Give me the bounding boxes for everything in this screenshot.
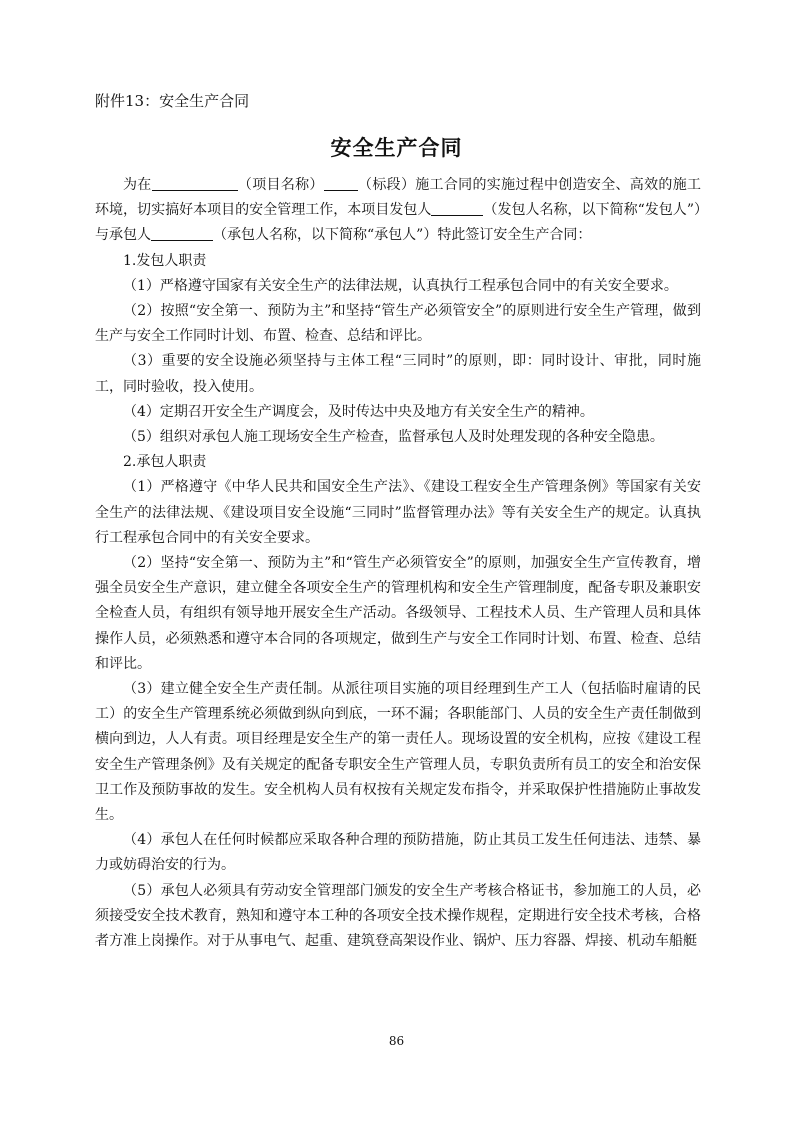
- section-heading-employer: 1.发包人职责: [123, 252, 207, 269]
- intro-text-3: （标段）施工合同的实施过程中创造安全、高效的施工环境，切实搞好本项目的安全管理工作，本项目发包人: [95, 177, 702, 219]
- intro-text-1: 为在: [123, 177, 152, 193]
- project-name-blank: [152, 175, 238, 191]
- employer-item-2: （2）按照“安全第一、预防为主”和坚持“管生产必须管安全”的原则进行安全生产管理，做到生产与安全工作同时计划、布置、检查、总结和评比。: [95, 303, 701, 345]
- attachment-label: 附件13：安全生产合同: [95, 92, 250, 110]
- intro-text-5: （承包人名称，以下简称“承包人”）特此签订安全生产合同：: [213, 227, 592, 244]
- intro-paragraph: [95, 173, 701, 249]
- employer-item-5: （5）组织对承包人施工现场安全生产检查，监督承包人及时处理发现的各种安全隐患。: [123, 429, 664, 446]
- page-number: 86: [388, 1034, 405, 1048]
- contractor-item-5: （5）承包人必须具有劳动安全管理部门颁发的安全生产考核合格证书，参加施工的人员，必须接受安全技术教育，熟知和遵守本工种的各项安全技术操作规程，定期进行安全技术考核，合格者方准上岗操作。对于从事电气、起重、建筑登高架设作业、锅炉、压力容器、焊接、机动车船艇: [95, 882, 701, 950]
- employer-item-3: （3）重要的安全设施必须坚持与主体工程“三同时”的原则，即：同时设计、审批，同时施工，同时验收，投入使用。: [95, 353, 701, 395]
- intro-text-4: （发包人名称，以下简称“发包人”）与承包人: [95, 202, 701, 244]
- contractor-name-blank: [151, 225, 213, 241]
- contractor-item-4: （4）承包人在任何时候都应采取各种合理的预防措施，防止其员工发生任何违法、违禁、暴力或妨碍治安的行为。: [95, 832, 701, 874]
- employer-item-1: （1）严格遵守国家有关安全生产的法律法规，认真执行工程承包合同中的有关安全要求。: [123, 277, 678, 294]
- employer-item-4: （4）定期召开安全生产调度会，及时传达中央及地方有关安全生产的精神。: [123, 403, 594, 420]
- contractor-item-2: （2）坚持“安全第一、预防为主”和“管生产必须管安全”的原则，加强安全生产宣传教育，增强全员安全生产意识，建立健全各项安全生产的管理机构和安全生产管理制度，配备专职及兼职安全检查人员，有组织有领导地开展安全生产活动。各级领导、工程技术人员、生产管理人员和具体操作人员，必须熟悉和遵守本合同的各项规定，做到生产与安全工作同时计划、布置、检查、总结和评比。: [95, 555, 701, 672]
- document-body: [95, 173, 701, 954]
- section-blank: [324, 175, 358, 191]
- employer-name-blank: [431, 200, 483, 216]
- intro-text-2: （项目名称）: [237, 177, 324, 193]
- document-title: 安全生产合同: [330, 136, 463, 160]
- section-heading-contractor: 2.承包人职责: [123, 454, 207, 471]
- contractor-item-3: （3）建立健全安全生产责任制。从派往项目实施的项目经理到生产工人（包括临时雇请的民工）的安全生产管理系统必须做到纵向到底，一环不漏；各职能部门、人员的安全生产责任制做到横向到边，人人有责。项目经理是安全生产的第一责任人。现场设置的安全机构，应按《建设工程安全生产管理条例》及有关规定的配备专职安全生产管理人员，专职负责所有员工的安全和治安保卫工作及预防事故的发生。安全机构人员有权按有关规定发布指令，并采取保护性措施防止事故发生。: [95, 681, 701, 824]
- contractor-item-1: （1）严格遵守《中华人民共和国安全生产法》、《建设工程安全生产管理条例》等国家有关安全生产的法律法规、《建设项目安全设施“三同时”监督管理办法》等有关安全生产的规定。认真执行工程承包合同中的有关安全要求。: [95, 479, 701, 546]
